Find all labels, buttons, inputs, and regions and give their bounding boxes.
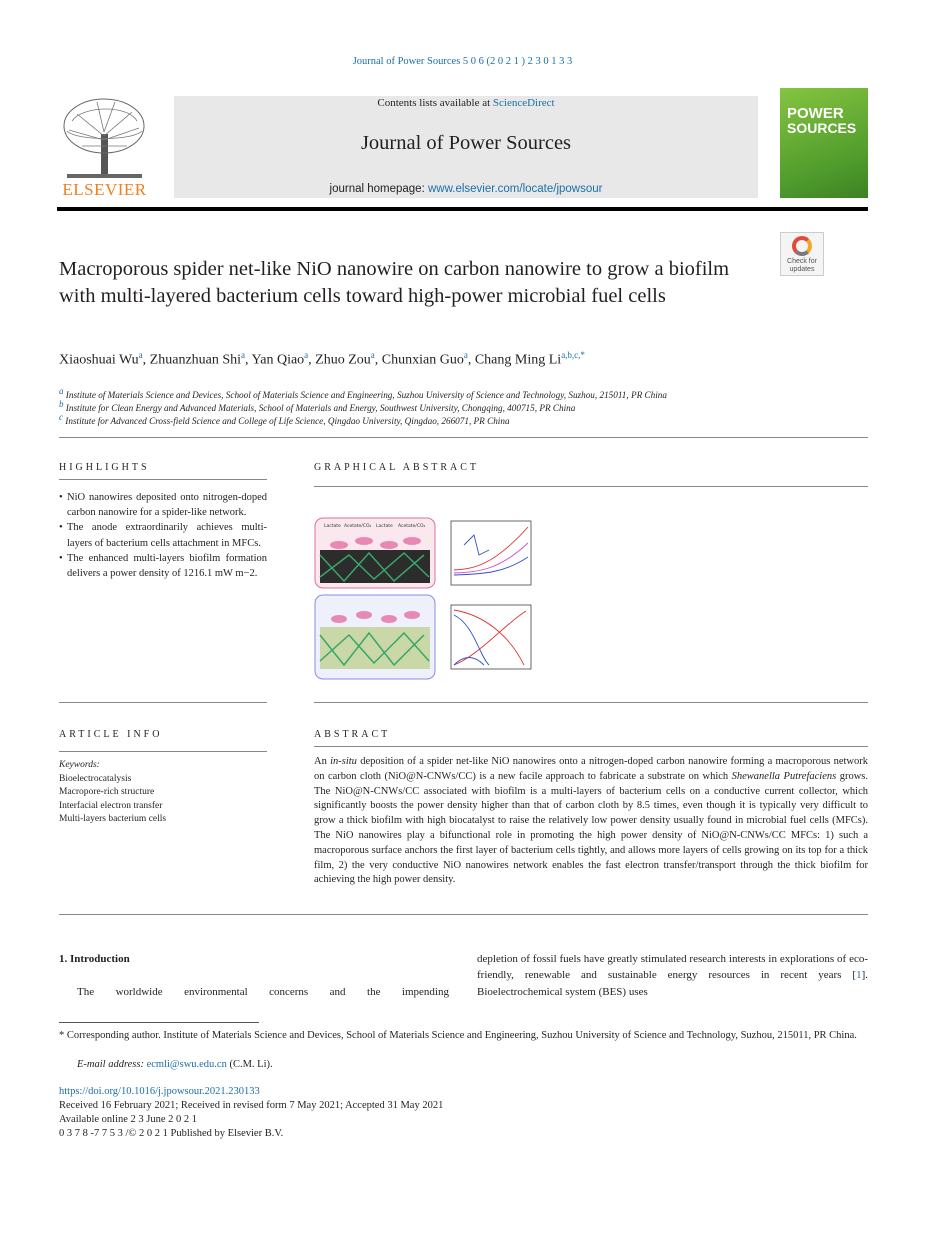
sciencedirect-link[interactable]: ScienceDirect [492,97,555,109]
keyword: Bioelectrocatalysis [59,773,132,784]
highlights-heading: HIGHLIGHTS [59,462,150,473]
graphical-abstract-bottom-rule [314,702,868,703]
copyright-line: 0 3 7 8 -7 7 5 3 /© 2 0 2 1 Published by Elsevier B.V. [59,1128,284,1139]
author-name[interactable]: Zhuanzhuan Shi [149,352,242,368]
affiliation-c: $^c$ Institute for Advanced Cross-field Science and College of Life Science, Qingdao University, Qingdao, 266071, PR China [59,412,510,427]
highlights-list [59,490,267,581]
highlight-item: • The enhanced multi-layers biofilm formation delivers a power density of 1216.1 mW m−2. [59,551,267,581]
ga-label: Acetate/CO₂ [398,524,426,529]
email-link[interactable]: ecmli@swu.edu.cn [146,1059,227,1070]
graphical-abstract-rule [314,486,868,487]
ga-label: Lactate [324,524,341,529]
affiliation-b: $^b$ Institute for Clean Energy and Advanced Materials, School of Materials and Energy, Southwest University, Chongqing, 400715, PR China [59,399,576,414]
author-affiliation-mark[interactable]: a [463,350,468,360]
homepage-link[interactable]: www.elsevier.com/locate/jpowsour [427,183,603,195]
abstract-bottom-rule [59,914,868,915]
author-name[interactable]: Xiaoshuai Wu [59,352,139,368]
author-name[interactable]: Chang Ming Li [474,352,562,368]
author-affiliation-mark[interactable]: a [241,350,246,360]
introduction-heading: 1. Introduction [59,953,130,965]
highlights-rule [59,479,267,480]
check-for-updates-button[interactable] [780,232,824,276]
highlight-item: • The anode extraordinarily achieves multi-layers of bacterium cells attachment in MFCs. [59,520,267,550]
cover-title-power: POWER [787,105,844,122]
abstract-rule [314,746,868,747]
doi-link[interactable]: https://doi.org/10.1016/j.jpowsour.2021.230133 [59,1086,260,1097]
author-affiliation-mark[interactable]: a [304,350,309,360]
article-title: Macroporous spider net-like NiO nanowire on carbon nanowire to grow a biofilm with multi-layered bacterium cells toward high-power microbial fuel cells [59,258,730,307]
author-name[interactable]: Yan Qiao [251,352,305,368]
article-info-heading: ARTICLE INFO [59,729,163,740]
graphical-abstract-figure[interactable] [314,515,536,681]
affiliation-divider [59,437,868,438]
cover-title-sources: SOURCES [787,120,857,136]
journal-homepage: journal homepage: www.elsevier.com/locate/jpowsour [329,183,603,195]
abstract-heading: ABSTRACT [314,729,391,740]
available-online-date: Available online 2 3 June 2 0 2 1 [59,1114,198,1125]
author-affiliation-mark[interactable]: a [138,350,143,360]
keyword: Multi-layers bacterium cells [59,814,167,824]
keywords-block [59,759,269,827]
header-divider [57,207,868,211]
contents-line: Contents lists available at ScienceDirect [377,97,555,109]
journal-cover-image[interactable] [780,88,868,198]
journal-title: Journal of Power Sources [360,132,572,154]
highlights-bottom-rule [59,702,267,703]
check-updates-icon [792,236,812,256]
reference-link[interactable]: 1 [856,969,862,982]
abstract-text: An in-situ deposition of a spider net-like NiO nanowires onto a nitrogen-doped carbon nanowire forming a macroporous network on carbon cloth (NiO@N-CNWs/CC) is a new facile approach to fabricate a substrate on which Shewanella Putrefaciens grows. The NiO@N-CNWs/CC associated with biofilm is a multi-layers of bacterium cells on a conductive current collector, which significantly boosts the power density higher than that of carbon cloth by 8.5 times, even though it is typically very difficult to grow a thick biofilm with high biocatalyst to raise the relatively low power density usually found in microbial fuel cells (MFCs). The NiO nanowires play a bifunctional role in promoting the high power density of NiO@N-CNWs/CC MFCs: 1) such a macroporous surface anchors the first layer of bacterium cells tightly, and allows more layers of cells growing on its top for a thick film, 2) the very conductive NiO nanowires network enables the fast electron transfer/transport through the thick biofilm for achieving the high power density. [314,756,868,886]
graphical-abstract-heading: GRAPHICAL ABSTRACT [314,462,480,473]
ga-label: Acetate/CO₂ [344,524,372,529]
author-name[interactable]: Chunxian Guo [381,352,464,368]
keyword: Macropore-rich structure [59,787,155,797]
author-list: Xiaoshuai Wu$^a$, Zhuanzhuan Shi$^a$, Yan Qiao$^a$, Zhuo Zou$^a$, Chunxian Guo$^a$, Chang Ming $Li^{a,b,c,*}$ [59,350,585,368]
author-name[interactable]: Zhuo Zou [315,352,371,368]
highlight-item: • NiO nanowires deposited onto nitrogen-doped carbon nanowire for a spider-like network. [59,490,267,520]
author-affiliation-mark[interactable]: a,b,c,* [561,350,585,360]
author-affiliation-mark[interactable]: a [370,350,375,360]
keyword: Interfacial electron transfer [59,800,163,811]
received-dates: Received 16 February 2021; Received in revised form 7 May 2021; Accepted 31 May 2021 [59,1100,444,1111]
keywords-label: Keywords: [59,760,100,770]
journal-reference[interactable]: Journal of Power Sources 5 0 6 (2 0 2 1 ) 2 3 0 1 3 3 [352,56,573,67]
footnote-rule [59,1022,259,1023]
ga-label: Lactate [376,524,393,529]
elsevier-wordmark: ELSEVIER [62,180,147,199]
corresponding-author-note: * Corresponding author. Institute of Materials Science and Devices, School of Materials Science and Engineering, Suzhou University of Science and Technology, Suzhou, 215011, PR China. [59,1030,857,1041]
article-info-rule [59,751,267,752]
affiliation-a: $^a$ Institute of Materials Science and Devices, School of Materials Science and Engineering, Suzhou University of Science and Technology, Suzhou, 215011, PR China [59,386,667,401]
check-updates-label: Check for updates [787,258,817,273]
email-note: E-mail address: ecmli@swu.edu.cn (C.M. Li). [77,1059,273,1070]
introduction-right-text: depletion of fossil fuels have greatly stimulated research interests in explorations of eco-friendly, renewable and sustainable energy resources in recent years [1]. Bioelectrochemical system (BES) uses [477,953,868,998]
introduction-left-text: The worldwide environmental concerns and the impending [77,986,449,998]
